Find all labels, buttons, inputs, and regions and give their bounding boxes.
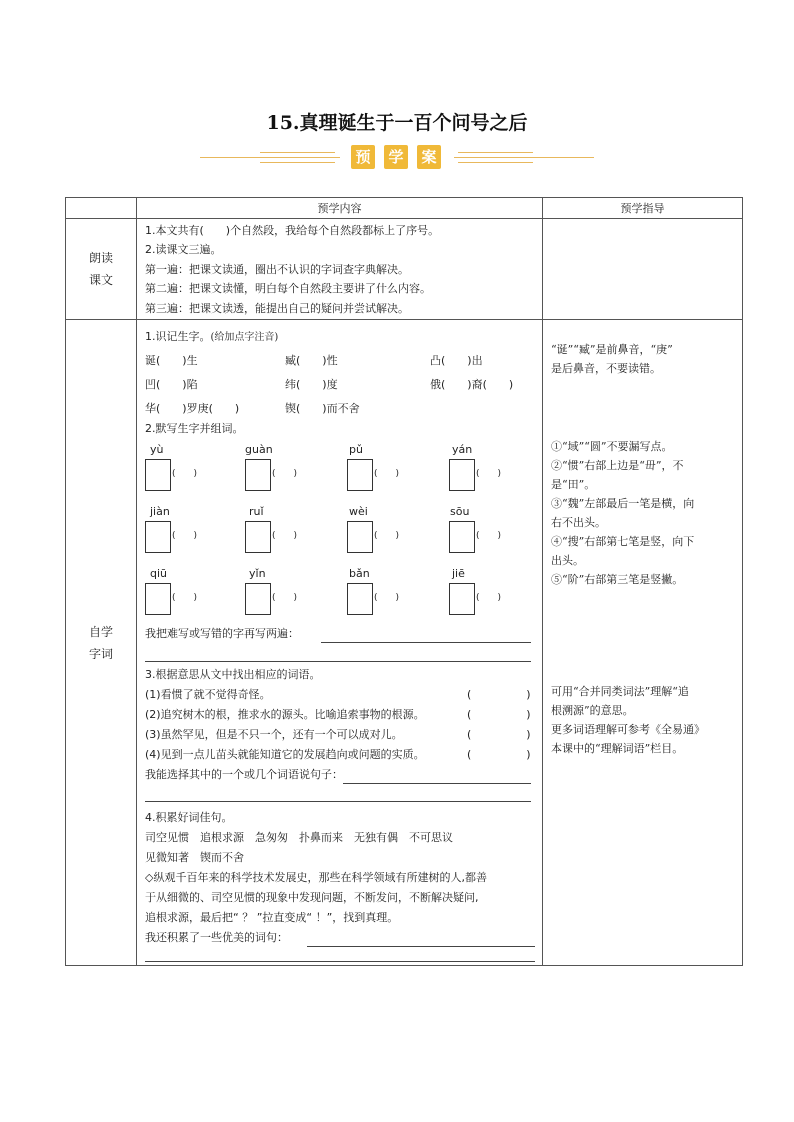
word-paren[interactable]: ( ) (272, 531, 298, 541)
q4-words: 见微知著 锲而不舍 (145, 851, 244, 864)
guide-note-2: ①“域”“圆”不要漏写点。 ②“惯”右部上边是“毌”，不 是“田”。 ③“魏”左部最后一笔是横，向 右不出头。 ④“搜”右部第七笔是竖，向下 出头。 ⑤“阶”右部第三笔是竖撇。 (551, 440, 695, 586)
section-label-words: 自学 字词 (66, 320, 137, 966)
write-box[interactable] (245, 459, 271, 491)
q1-item: 臧( )性 (285, 354, 338, 367)
pinyin-label: ruǐ (249, 505, 264, 518)
answer-line[interactable] (307, 946, 535, 947)
q1-item: 锲( )而不舍 (285, 402, 360, 415)
answer-line[interactable] (145, 801, 531, 802)
banner-char-3: 案 (417, 145, 441, 169)
q1-item: 凸( )出 (430, 354, 483, 367)
section-label-reading: 朗读 课文 (66, 219, 137, 320)
q4-accum-prompt: 我还积累了一些优美的词句： (145, 931, 288, 944)
q3-answer[interactable]: ( ) (467, 688, 531, 701)
q3-answer[interactable]: ( ) (467, 748, 531, 761)
write-box[interactable] (449, 583, 475, 615)
q1-item: 华( )罗庚( ) (145, 402, 240, 415)
q1-item: 凹( )陷 (145, 378, 198, 391)
reading-content (137, 219, 543, 320)
banner-char-2: 学 (384, 145, 408, 169)
answer-line[interactable] (343, 783, 531, 784)
word-paren[interactable]: ( ) (172, 593, 198, 603)
header-guide: 预学指导 (543, 198, 743, 219)
pinyin-label: wèi (349, 505, 368, 518)
write-box[interactable] (145, 459, 171, 491)
reading-line: 1.本文共有( )个自然段，我给每个自然段都标上了序号。 (145, 224, 440, 237)
words-guide (543, 320, 743, 966)
word-paren[interactable]: ( ) (172, 469, 198, 479)
q3-sentence-prompt: 我能选择其中的一个或几个词语说句子： (145, 768, 343, 781)
pinyin-label: sōu (450, 505, 470, 518)
q3-item: (4)见到一点儿苗头就能知道它的发展趋向或问题的实质。 (145, 748, 425, 761)
q1-item: 纬( )度 (285, 378, 338, 391)
q4-para: 于从细微的、司空见惯的现象中发现问题，不断发问，不断解决疑问, (145, 891, 479, 904)
study-table (65, 197, 743, 966)
write-box[interactable] (347, 583, 373, 615)
pinyin-label: yǐn (249, 567, 266, 580)
q3-title: 3.根据意思从文中找出相应的词语。 (145, 668, 321, 681)
page-title: 15.真理诞生于一百个问号之后 (266, 112, 528, 134)
q1-item: 俄( )裔( ) (430, 378, 514, 391)
reading-line: 2.读课文三遍。 (145, 243, 222, 256)
header-content: 预学内容 (137, 198, 543, 219)
write-box[interactable] (145, 521, 171, 553)
q4-para: 追根求源，最后把“ ？ ”拉直变成“ ！”，找到真理。 (145, 911, 399, 924)
pinyin-label: qiū (150, 567, 168, 580)
q3-item: (1)看惯了就不觉得奇怪。 (145, 688, 271, 701)
banner (200, 143, 594, 171)
answer-line[interactable] (145, 961, 535, 962)
write-box[interactable] (347, 521, 373, 553)
banner-char-1: 预 (351, 145, 375, 169)
word-paren[interactable]: ( ) (172, 531, 198, 541)
word-paren[interactable]: ( ) (374, 469, 400, 479)
write-box[interactable] (245, 521, 271, 553)
write-box[interactable] (145, 583, 171, 615)
guide-note-3: 可用“合并同类词法”理解“追 根溯源”的意思。 更多词语理解可参考《全易通》 本课中的“理解词语”栏目。 (551, 685, 705, 755)
q2-title: 2.默写生字并组词。 (145, 422, 244, 435)
q1-item: 诞( )生 (145, 354, 198, 367)
q3-answer[interactable]: ( ) (467, 728, 531, 741)
answer-line[interactable] (145, 661, 531, 662)
rewrite-prompt: 我把难写或写错的字再写两遍： (145, 627, 299, 640)
pinyin-label: jiē (452, 567, 465, 580)
write-box[interactable] (449, 521, 475, 553)
word-paren[interactable]: ( ) (476, 531, 502, 541)
reading-line: 第三遍：把课文读透，能提出自己的疑问并尝试解决。 (145, 302, 409, 315)
write-box[interactable] (347, 459, 373, 491)
pinyin-label: pǔ (349, 443, 363, 456)
reading-line: 第一遍：把课文读通，圈出不认识的字词查字典解决。 (145, 263, 409, 276)
word-paren[interactable]: ( ) (476, 593, 502, 603)
pinyin-label: bǎn (349, 567, 370, 580)
pinyin-label: jiàn (150, 505, 170, 518)
q4-para: ◇纵观千百年来的科学技术发展史，那些在科学领域有所建树的人,都善 (145, 871, 487, 884)
pinyin-label: guàn (245, 443, 273, 456)
q4-title: 4.积累好词佳句。 (145, 811, 233, 824)
write-box[interactable] (245, 583, 271, 615)
word-paren[interactable]: ( ) (374, 593, 400, 603)
q3-item: (2)追究树木的根，推求水的源头。比喻追索事物的根源。 (145, 708, 425, 721)
word-paren[interactable]: ( ) (272, 469, 298, 479)
q3-item: (3)虽然罕见，但是不只一个，还有一个可以成对儿。 (145, 728, 403, 741)
write-box[interactable] (449, 459, 475, 491)
q4-words: 司空见惯 追根求源 急匆匆 扑鼻而来 无独有偶 不可思议 (145, 831, 453, 844)
guide-note-1: “诞”“臧”是前鼻音，“庚” 是后鼻音，不要读错。 (551, 343, 673, 375)
word-paren[interactable]: ( ) (374, 531, 400, 541)
pinyin-label: yù (150, 443, 164, 456)
q3-answer[interactable]: ( ) (467, 708, 531, 721)
words-content (137, 320, 543, 966)
reading-line: 第二遍：把课文读懂，明白每个自然段主要讲了什么内容。 (145, 282, 431, 295)
pinyin-label: yán (452, 443, 473, 456)
word-paren[interactable]: ( ) (272, 593, 298, 603)
answer-line[interactable] (321, 642, 531, 643)
q1-title: 1.识记生字。(给加点字注音) (145, 330, 279, 343)
word-paren[interactable]: ( ) (476, 469, 502, 479)
